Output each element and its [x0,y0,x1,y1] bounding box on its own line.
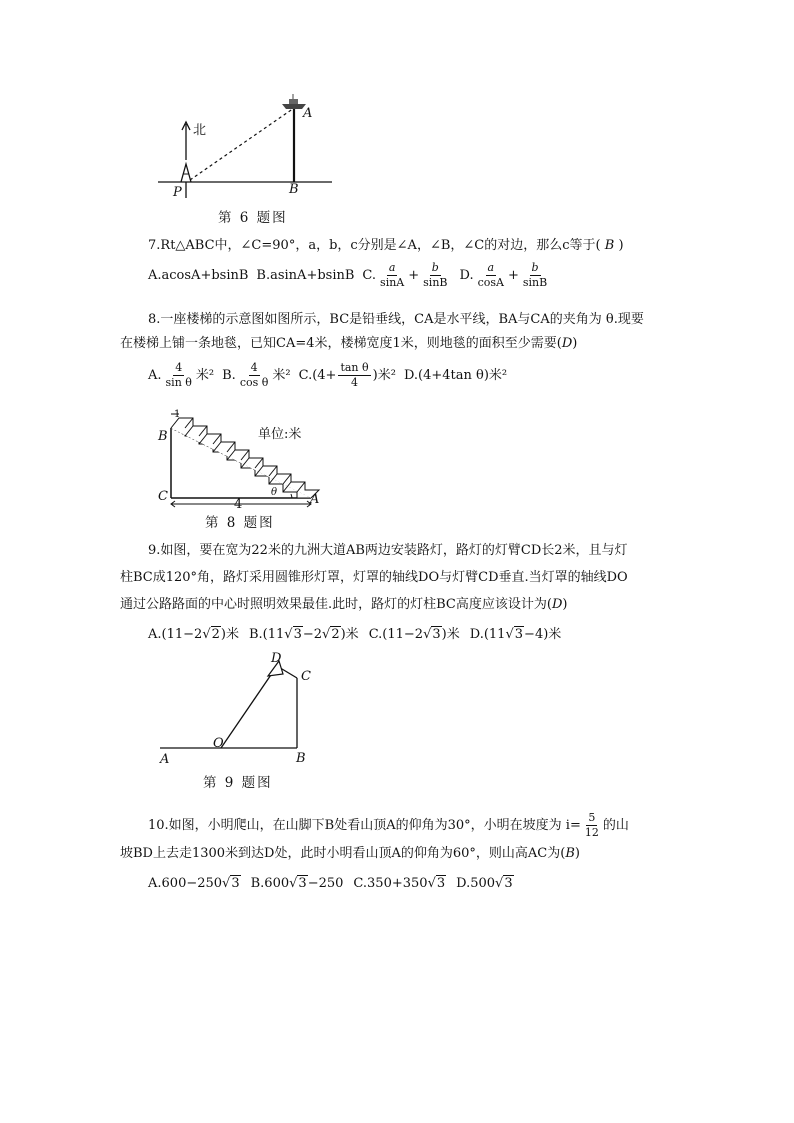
q9-answer: D [551,597,563,612]
q7-stem-text: 7.Rt△ABC中，∠C=90°，a，b，c分别是∠A，∠B，∠C的对边，那么c等于( [148,238,601,253]
fig8-four: 4 [234,497,243,512]
figure-9-streetlight [155,650,325,760]
q10-option-d: D.500√3 [456,876,513,891]
fig9-label-c: C [301,669,311,684]
q9-option-c: C.(11−2√3)米 [368,627,460,642]
figure-8-caption: 第 8 题图 [205,515,275,531]
fig9-label-o: O [213,736,224,751]
q7-options [148,262,551,289]
q9-option-b: B.(11√3−2√2)米 [248,627,359,642]
q8-option-a: A. $\frac{4}{\text{sin θ}}$ 米² [148,361,215,389]
figure-9-caption: 第 9 题图 [203,775,273,791]
q9-line3: 通过公路路面的中心时照明效果最佳.此时，路灯的灯柱BC高度应该设计为(D) [120,597,568,612]
q10-line1: 10.如图，小明爬山，在山脚下B处看山顶A的仰角为30°，小明在坡度为 i= $\frac{5}{12}$ 的山 [148,811,629,839]
q7-option-a: A.acosA+bsinB [148,267,249,283]
q10-option-a: A.600−250√3 [148,876,240,891]
q9-line2: 柱BC成120°角，路灯采用圆锥形灯罩，灯罩的轴线DO与灯臂CD垂直.当灯罩的轴线DO [120,570,628,585]
label-a: A [303,106,313,121]
q9-option-a: A.(11−2√2)米 [148,627,239,642]
q10-option-c: C.350+350√3 [353,876,446,891]
fig8-label-a: A [310,492,320,507]
q10-options [148,876,514,892]
q7-answer: B [604,238,615,253]
q10-option-b: B.600√3−250 [250,876,344,891]
q10-line2: 坡BD上去走1300米到达D处，此时小明看山顶A的仰角为60°，则山高AC为(B) [120,846,580,861]
q8-option-d: D.(4+4tan θ)米² [403,367,508,383]
sight-line-pa [190,108,294,180]
q7-option-d: D. $\frac{a}{\cos A}$ + $\frac{b}{\sin B}$ [459,261,548,289]
fig8-one: 1 [174,409,181,420]
fig8-label-c: C [158,489,168,504]
q8-option-c: C.(4+ $\frac{\text{tan θ}}{4}$ )米² [298,361,396,389]
fig8-unit: 单位:米 [258,427,302,442]
fig9-label-a: A [160,752,170,767]
q7-stem [148,238,624,254]
axis-do [221,666,277,748]
fig9-label-b: B [296,751,306,766]
q8-line2: 在楼梯上铺一条地毯，已知CA=4米，楼梯宽度1米，则地毯的面积至少需要(D) [120,336,578,351]
q7-option-b: B.asinA+bsinB [256,267,355,283]
q8-option-b: B. $\frac{4}{\text{cos θ}}$ 米² [222,361,291,389]
label-p: P [173,185,182,200]
figure-8-staircase [155,408,330,508]
q9-option-d: D.(11√3−4)米 [469,627,562,642]
q8-line1: 8.一座楼梯的示意图如图所示，BC是铅垂线，CA是水平线，BA与CA的夹角为 θ.现要 [148,312,644,327]
q9-options [148,627,561,643]
tower-icon [181,164,191,198]
fig8-label-b: B [158,429,168,444]
north-arrow-icon [182,122,190,160]
figure-6-caption: 第 6 题图 [218,210,288,226]
q7-option-c: C. $\frac{a}{\sin A}$ + $\frac{b}{\sin B}$ [362,261,448,289]
q8-options [148,362,507,389]
q8-answer: D [561,336,573,351]
fig9-label-d: D [271,651,282,666]
q10-answer: B [565,846,575,861]
q9-line1: 9.如图，要在宽为22米的九洲大道AB两边安装路灯，路灯的灯臂CD长2米，且与灯 [148,543,628,558]
north-label: 北 [193,123,207,138]
fig8-theta: θ [271,487,278,498]
q7-close: ) [618,238,624,253]
label-b: B [289,182,299,197]
